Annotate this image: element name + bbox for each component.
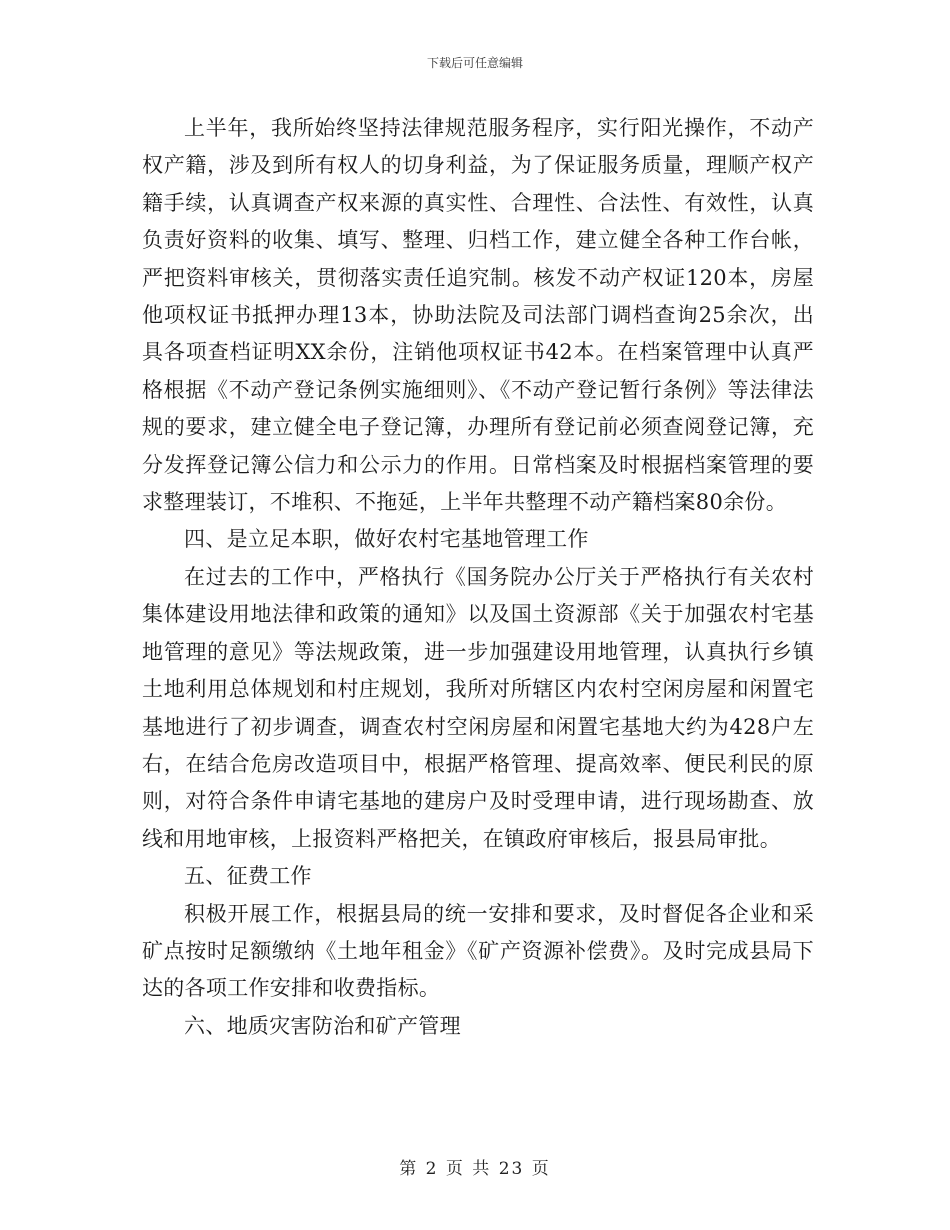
page-header: 下载后可任意编辑 — [426, 56, 523, 70]
page-number: 第 2 页 共 23 页 — [399, 1159, 551, 1179]
document-body — [142, 110, 814, 1045]
heading-fee-collection: 五、征费工作 — [184, 864, 312, 889]
paragraph-fee-collection: 积极开展工作，根据县局的统一安排和要求，及时督促各企业和采矿点按时足额缴纳《土地年租金》《矿产资源补偿费》。及时完成县局下达的各项工作安排和收费指标。 — [142, 901, 814, 1001]
heading-homestead-management: 四、是立足本职，做好农村宅基地管理工作 — [184, 527, 589, 552]
paragraph-property-registration: 上半年，我所始终坚持法律规范服务程序，实行阳光操作，不动产权产籍，涉及到所有权人的切身利益，为了保证服务质量，理顺产权产籍手续，认真调查产权来源的真实性、合理性、合法性、有效性，认真负责好资料的收集、填写、整理、归档工作，建立健全各种工作台帐，严把资料审核关，贯彻落实责任追究制。核发不动产权证120本，房屋他项权证书抵押办理13本，协助法院及司法部门调档查询25余次，出具各项查档证明XX余份，注销他项权证书42本。在档案管理中认真严格根据《不动产登记条例实施细则》、《不动产登记暂行条例》等法律法规的要求，建立健全电子登记簿，办理所有登记前必须查阅登记簿，充分发挥登记簿公信力和公示力的作用。日常档案及时根据档案管理的要求整理装订，不堆积、不拖延，上半年共整理不动产籍档案80余份。 — [142, 116, 814, 515]
heading-geological-disaster: 六、地质灾害防治和矿产管理 — [184, 1013, 461, 1038]
paragraph-homestead-management: 在过去的工作中，严格执行《国务院办公厅关于严格执行有关农村集体建设用地法律和政策的通知》以及国土资源部《关于加强农村宅基地管理的意见》等法规政策，进一步加强建设用地管理，认真执行乡镇土地利用总体规划和村庄规划，我所对所辖区内农村空闲房屋和闲置宅基地进行了初步调查，调查农村空闲房屋和闲置宅基地大约为428户左右，在结合危房改造项目中，根据严格管理、提高效率、便民利民的原则，对符合条件申请宅基地的建房户及时受理申请，进行现场勘查、放线和用地审核，上报资料严格把关，在镇政府审核后，报县局审批。 — [142, 564, 814, 851]
